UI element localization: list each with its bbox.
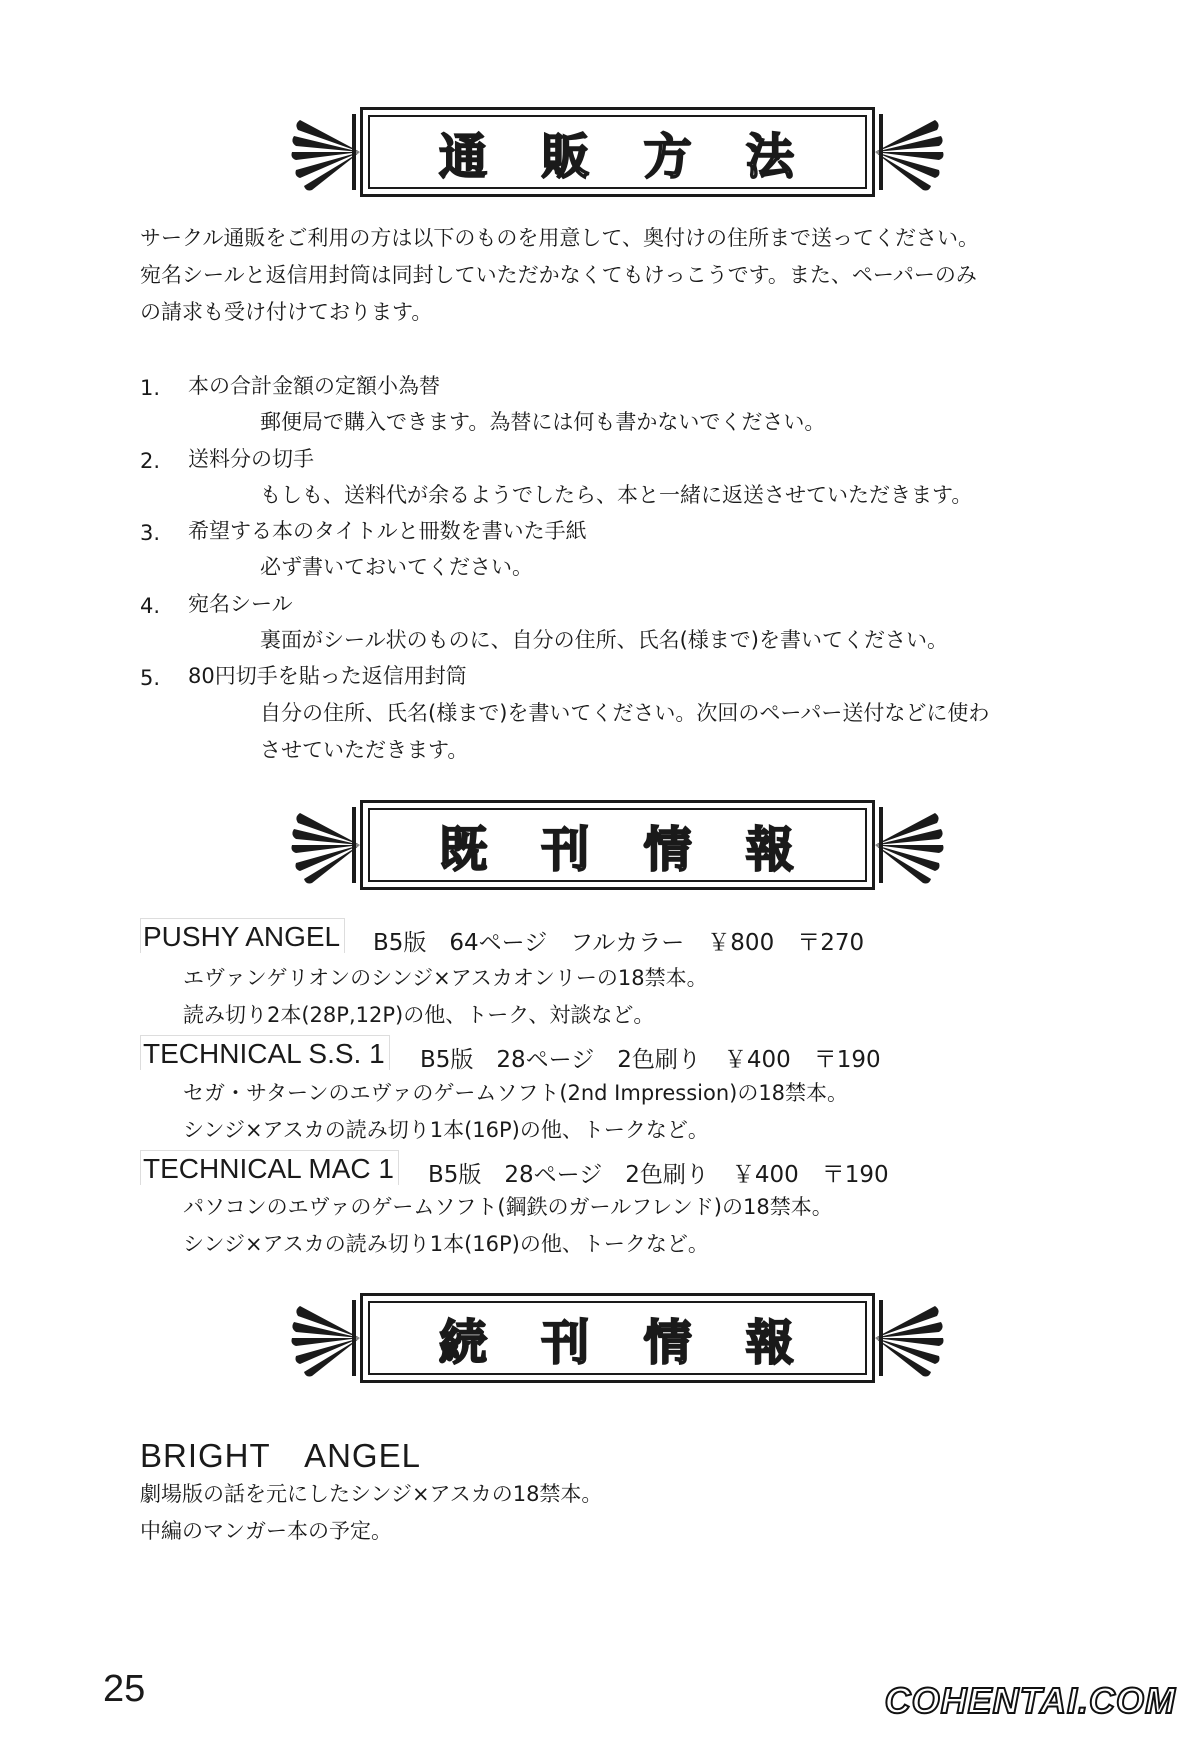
fan-ornament-icon [290,805,362,885]
product-name: TECHNICAL MAC 1 [140,1150,399,1185]
upcoming-title: BRIGHT ANGEL [140,1437,421,1474]
upcoming-desc: 中編のマンガー本の予定。 [140,1519,392,1543]
header-char: 報 [745,821,796,878]
product-desc: シンジ×アスカの読み切り1本(16P)の他、トークなど。 [183,1232,709,1256]
item-title: 送料分の切手 [188,447,314,471]
header-char: 報 [745,1314,796,1371]
item-note: 郵便局で購入できます。為替には何も書かないでください。 [260,410,826,434]
header-char: 方 [643,128,694,185]
product-desc: シンジ×アスカの読み切り1本(16P)の他、トークなど。 [183,1118,709,1142]
item-note: 裏面がシール状のものに、自分の住所、氏名(様まで)を書いてください。 [260,628,948,652]
section-header-back-issues [290,800,945,890]
header-char: 販 [541,128,592,185]
header-title-box [360,800,875,890]
fan-ornament-icon [873,112,945,192]
section-header-order-method [290,107,945,197]
item-number: 5. [140,666,161,690]
header-char: 情 [643,821,694,878]
product-desc: 読み切り2本(28P,12P)の他、トーク、対談など。 [183,1003,655,1027]
product-spec: B5版 28ページ 2色刷り ￥400 〒190 [420,1047,881,1073]
header-char: 刊 [541,821,592,878]
watermark-logo: COHENTAI.COM [884,1680,1176,1721]
item-title: 宛名シール [188,592,293,616]
product-desc: パソコンのエヴァのゲームソフト(鋼鉄のガールフレンド)の18禁本。 [183,1195,833,1219]
product-name: TECHNICAL S.S. 1 [140,1035,390,1070]
fan-ornament-icon [290,1298,362,1378]
header-title-box [360,107,875,197]
product-spec: B5版 64ページ フルカラー ￥800 〒270 [373,930,865,956]
header-char: 続 [439,1314,490,1371]
item-number: 4. [140,594,161,618]
header-char: 情 [643,1314,694,1371]
item-title: 本の合計金額の定額小為替 [188,374,440,398]
product-desc: エヴァンゲリオンのシンジ×アスカオンリーの18禁本。 [183,966,708,990]
item-note: もしも、送料代が余るようでしたら、本と一緒に返送させていただきます。 [260,483,973,507]
fan-ornament-icon [873,805,945,885]
intro-line: 宛名シールと返信用封筒は同封していただかなくてもけっこうです。また、ペーパーのみ [140,263,977,287]
item-note: させていただきます。 [260,738,469,762]
product-spec: B5版 28ページ 2色刷り ￥400 〒190 [428,1162,889,1188]
item-title: 80円切手を貼った返信用封筒 [188,664,467,688]
item-note: 必ず書いておいてください。 [260,555,533,579]
page-number: 25 [103,1668,146,1710]
item-number: 3. [140,521,161,545]
product-desc: セガ・サターンのエヴァのゲームソフト(2nd Impression)の18禁本。 [183,1081,849,1105]
product-name: PUSHY ANGEL [140,918,345,953]
section-header-upcoming [290,1293,945,1383]
upcoming-desc: 劇場版の話を元にしたシンジ×アスカの18禁本。 [140,1482,603,1506]
header-char: 既 [439,821,490,878]
fan-ornament-icon [873,1298,945,1378]
fan-ornament-icon [290,112,362,192]
header-char: 刊 [541,1314,592,1371]
header-title-box [360,1293,875,1383]
item-number: 2. [140,449,161,473]
intro-line: の請求も受け付けております。 [140,300,433,324]
item-note: 自分の住所、氏名(様まで)を書いてください。次回のペーパー送付などに使わ [260,701,990,725]
item-number: 1. [140,376,161,400]
header-char: 通 [439,128,490,185]
header-char: 法 [745,128,796,185]
item-title: 希望する本のタイトルと冊数を書いた手紙 [188,519,587,543]
intro-line: サークル通販をご利用の方は以下のものを用意して、奥付けの住所まで送ってください。 [140,226,979,250]
